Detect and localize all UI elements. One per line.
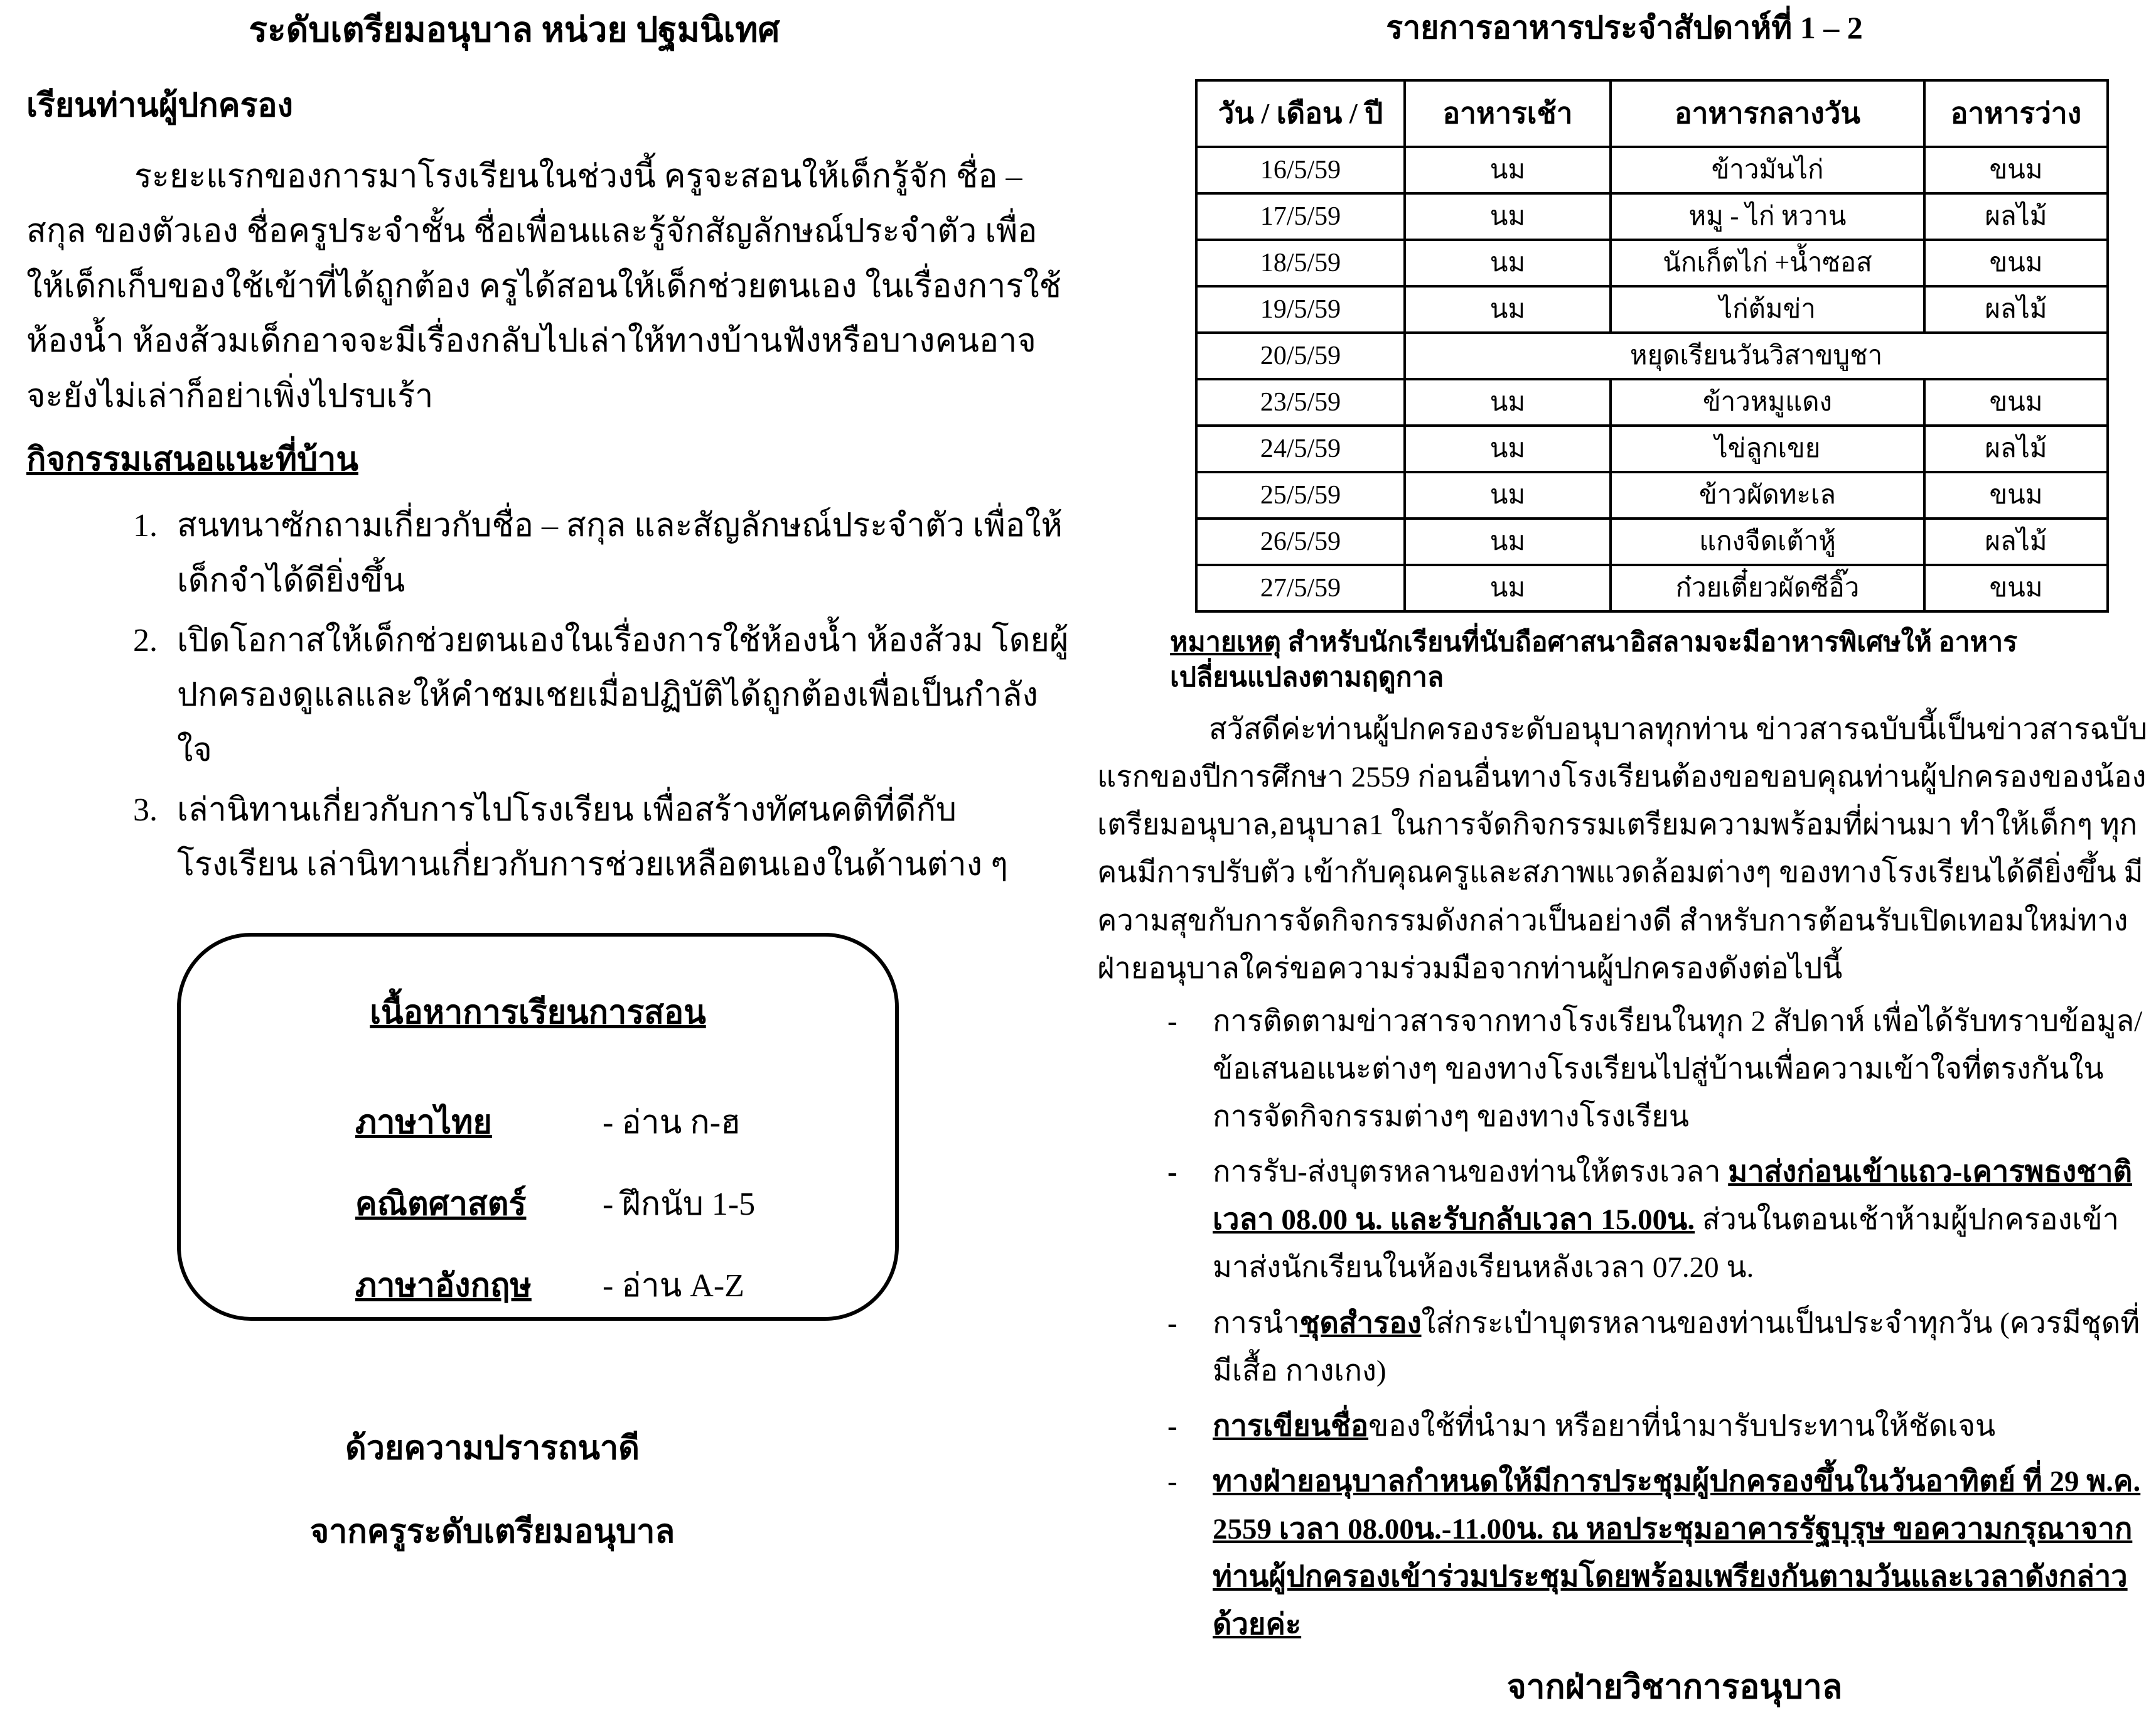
menu-table-body: [1196, 147, 2108, 611]
menu-cell-snack: ผลไม้: [1924, 426, 2108, 472]
menu-cell-snack: ผลไม้: [1924, 519, 2108, 565]
guidelines-list: [1097, 997, 2152, 1649]
menu-header-cell: อาหารว่าง: [1924, 80, 2108, 147]
activity-number: 2.: [133, 622, 158, 659]
guideline-text: [1213, 1410, 1995, 1443]
menu-cell-lunch: หมู - ไก่ หวาน: [1611, 193, 1924, 240]
menu-cell-breakfast: นม: [1405, 193, 1611, 240]
menu-cell-breakfast: นม: [1405, 147, 1611, 193]
menu-cell-lunch: ข้าวหมูแดง: [1611, 379, 1924, 426]
activity-item: [26, 613, 1071, 778]
note-label: หมายเหตุ: [1170, 628, 1281, 658]
menu-cell-snack: ขนม: [1924, 565, 2108, 611]
menu-cell-date: 25/5/59: [1196, 472, 1405, 519]
menu-table: [1195, 79, 2109, 613]
activity-text: สนทนาซักถามเกี่ยวกับชื่อ – สกุล และสัญลักษณ์ประจำตัว เพื่อให้เด็กจำได้ดียิ่งขึ้น: [177, 508, 1063, 599]
subject-name: คณิตศาสตร์: [355, 1186, 527, 1223]
menu-cell-date: 17/5/59: [1196, 193, 1405, 240]
menu-cell-lunch: ข้าวมันไก่: [1611, 147, 1924, 193]
guideline-text: [1213, 1465, 2140, 1641]
subject-detail: - อ่าน A-Z: [603, 1268, 744, 1304]
subject-row: [181, 1095, 895, 1142]
menu-cell-breakfast: นม: [1405, 379, 1611, 426]
menu-row: [1196, 565, 2108, 611]
page-title-left: ระดับเตรียมอนุบาล หน่วย ปฐมนิเทศ: [249, 11, 780, 49]
menu-cell-date: 27/5/59: [1196, 565, 1405, 611]
guideline-segment: การนำ: [1213, 1306, 1300, 1340]
menu-row: [1196, 333, 2108, 379]
guideline-item: [1097, 1299, 2152, 1395]
menu-cell-date: 24/5/59: [1196, 426, 1405, 472]
activity-number: 3.: [133, 792, 158, 829]
activity-item: [26, 498, 1071, 608]
subject-detail: - อ่าน ก-ฮ: [603, 1105, 741, 1141]
menu-row: [1196, 472, 2108, 519]
guideline-segment: ส่วนในตอนเช้าห้ามผู้ปกครองเข้ามาส่งนักเรียนในห้องเรียนหลังเวลา 07.20 น.: [1213, 1203, 2119, 1284]
bullet-marker: -: [1167, 1409, 1177, 1443]
menu-cell-lunch: นักเก็ตไก่ +น้ำซอส: [1611, 240, 1924, 286]
menu-cell-date: 16/5/59: [1196, 147, 1405, 193]
bullet-marker: -: [1167, 1306, 1177, 1340]
learning-content-box: [177, 933, 899, 1321]
activities-list: [26, 498, 1071, 893]
menu-cell-date: 18/5/59: [1196, 240, 1405, 286]
activity-text: เล่านิทานเกี่ยวกับการไปโรงเรียน เพื่อสร้างทัศนคติที่ดีกับโรงเรียน เล่านิทานเกี่ยวกับการช่วยเหลือตนเองในด้านต่าง ๆ: [177, 792, 1008, 883]
menu-header-cell: วัน / เดือน / ปี: [1196, 80, 1405, 147]
subject-row: [181, 1177, 895, 1223]
menu-row: [1196, 519, 2108, 565]
menu-cell-date: 20/5/59: [1196, 333, 1405, 379]
salutation: เรียนท่านผู้ปกครอง: [26, 87, 294, 124]
left-column: [26, 9, 1071, 1560]
guideline-segment: การเขียนชื่อ: [1213, 1409, 1369, 1443]
menu-row: [1196, 379, 2108, 426]
subject-detail: - ฝึกนับ 1-5: [603, 1186, 756, 1223]
guideline-segment: การติดตามข่าวสารจากทางโรงเรียนในทุก 2 สัปดาห์ เพื่อได้รับทราบข้อมูล/ข้อเสนอแนะต่างๆ ของทางโรงเรียนไปสู่บ้านเพื่อความเข้าใจที่ตรงกันในการจัดกิจกรรมต่างๆ ของทางโรงเรียน: [1213, 1004, 2143, 1134]
menu-cell-breakfast: นม: [1405, 286, 1611, 333]
closing-left-line2: จากครูระดับเตรียมอนุบาล: [309, 1514, 675, 1551]
activity-text: เปิดโอกาสให้เด็กช่วยตนเองในเรื่องการใช้ห้องน้ำ ห้องส้วม โดยผู้ปกครองดูแลและให้คำชมเชยเมื่อปฏิบัติได้ถูกต้องเพื่อเป็นกำลังใจ: [177, 622, 1069, 768]
menu-header-row: [1196, 80, 2108, 147]
menu-row: [1196, 286, 2108, 333]
menu-cell-date: 26/5/59: [1196, 519, 1405, 565]
note-text: สำหรับนักเรียนที่นับถือศาสนาอิสลามจะมีอาหารพิเศษให้ อาหารเปลี่ยนแปลงตามฤดูกาล: [1170, 628, 2018, 693]
guideline-item: [1097, 1402, 2152, 1450]
guideline-text: [1213, 1307, 2140, 1387]
guideline-segment: ของใช้ที่นำมา หรือยาที่นำมารับประทานให้ชัดเจน: [1368, 1409, 1996, 1443]
guideline-segment: มาส่งก่อนเข้าแถว-เคารพธงชาติ เวลา 08.00 น. และรับกลับเวลา 15.00น.: [1213, 1156, 2132, 1237]
menu-cell-snack: ขนม: [1924, 147, 2108, 193]
menu-cell-snack: ขนม: [1924, 472, 2108, 519]
bullet-marker: -: [1167, 1465, 1177, 1498]
guideline-item: [1097, 1148, 2152, 1291]
subject-row: [181, 1259, 895, 1305]
menu-cell-merged: หยุดเรียนวันวิสาขบูชา: [1405, 333, 2108, 379]
guideline-text: [1213, 1156, 2132, 1284]
menu-cell-date: 23/5/59: [1196, 379, 1405, 426]
menu-cell-breakfast: นม: [1405, 519, 1611, 565]
guideline-segment: ทางฝ่ายอนุบาลกำหนดให้มีการประชุมผู้ปกครองขึ้นในวันอาทิตย์ ที่ 29 พ.ค. 2559 เวลา 08.00น.-11.00น. ณ หอประชุมอาคารรัฐบุรุษ ขอความกรุณาจากท่านผู้ปกครองเข้าร่วมประชุมโดยพร้อมเพรียงกันตามวันและเวลาดังกล่าวด้วยค่ะ: [1213, 1465, 2141, 1642]
menu-row: [1196, 426, 2108, 472]
guideline-segment: การรับ-ส่งบุตรหลานของท่านให้ตรงเวลา: [1213, 1156, 1729, 1189]
welcome-paragraph: สวัสดีค่ะท่านผู้ปกครองระดับอนุบาลทุกท่าน ข่าวสารฉบับนี้เป็นข่าวสารฉบับแรกของปีการศึกษา 2559 ก่อนอื่นทางโรงเรียนต้องขอขอบคุณท่านผู้ปกครองของน้องเตรียมอนุบาล,อนุบาล1 ในการจัดกิจกรรมเตรียมความพร้อมที่ผ่านมา ทำให้เด็กๆ ทุกคนมีการปรับตัว เข้ากับคุณครูและสภาพแวดล้อมต่างๆ ของทางโรงเรียนได้ดียิ่งขึ้น มีความสุขกับการจัดกิจกรรมดังกล่าวเป็นอย่างดี สำหรับการต้อนรับเปิดเทอมใหม่ทางฝ่ายอนุบาลใคร่ขอความร่วมมือจากท่านผู้ปกครองดังต่อไปนี้: [1097, 713, 2148, 985]
menu-header-cell: อาหารกลางวัน: [1611, 80, 1924, 147]
intro-paragraph: ระยะแรกของการมาโรงเรียนในช่วงนี้ ครูจะสอนให้เด็กรู้จัก ชื่อ – สกุล ของตัวเอง ชื่อครูประจำชั้น ชื่อเพื่อนและรู้จักสัญลักษณ์ประจำตัว เพื่อให้เด็กเก็บของใช้เข้าที่ได้ถูกต้อง ครูได้สอนให้เด็กช่วยตนเอง ในเรื่องการใช้ห้องน้ำ ห้องส้วมเด็กอาจจะมีเรื่องกลับไปเล่าให้ทางบ้านฟังหรือบางคนอาจจะยังไม่เล่าก็อย่าเพิ่งไปรบเร้า: [26, 159, 1061, 414]
menu-cell-snack: ผลไม้: [1924, 193, 2108, 240]
menu-cell-lunch: ก๋วยเตี๋ยวผัดซีอิ๊ว: [1611, 565, 1924, 611]
activities-heading: กิจกรรมเสนอแนะที่บ้าน: [26, 441, 358, 478]
guideline-segment: ใส่กระเป๋าบุตรหลานของท่านเป็นประจำทุกวัน (ควรมีชุดที่มีเสื้อ กางเกง): [1213, 1306, 2140, 1387]
menu-row: [1196, 240, 2108, 286]
menu-cell-lunch: ไก่ต้มข่า: [1611, 286, 1924, 333]
menu-cell-lunch: ข้าวผัดทะเล: [1611, 472, 1924, 519]
guideline-text: [1213, 1005, 2142, 1133]
guideline-item: [1097, 1458, 2152, 1649]
subjects-list: [181, 1095, 895, 1305]
bullet-marker: -: [1167, 1004, 1177, 1038]
menu-row: [1196, 147, 2108, 193]
menu-header-cell: อาหารเช้า: [1405, 80, 1611, 147]
menu-row: [1196, 193, 2108, 240]
subject-name: ภาษาไทย: [355, 1105, 492, 1141]
menu-cell-snack: ขนม: [1924, 379, 2108, 426]
closing-right: จากฝ่ายวิชาการอนุบาล: [1506, 1669, 1843, 1706]
subject-name: ภาษาอังกฤษ: [355, 1268, 532, 1304]
guideline-segment: ชุดสำรอง: [1299, 1306, 1422, 1340]
menu-cell-lunch: ไข่ลูกเขย: [1611, 426, 1924, 472]
guideline-item: [1097, 997, 2152, 1141]
menu-note: [1170, 625, 2152, 696]
right-column: [1097, 9, 2152, 1715]
menu-cell-lunch: แกงจืดเต้าหู้: [1611, 519, 1924, 565]
menu-cell-snack: ผลไม้: [1924, 286, 2108, 333]
activity-item: [26, 783, 1071, 893]
bullet-marker: -: [1167, 1156, 1177, 1189]
menu-cell-date: 19/5/59: [1196, 286, 1405, 333]
menu-cell-breakfast: นม: [1405, 240, 1611, 286]
menu-cell-snack: ขนม: [1924, 240, 2108, 286]
closing-left-line1: ด้วยความปรารถนาดี: [345, 1430, 640, 1466]
menu-cell-breakfast: นม: [1405, 565, 1611, 611]
box-title: เนื้อหาการเรียนการสอน: [370, 994, 706, 1031]
page-title-right: รายการอาหารประจำสัปดาห์ที่ 1 – 2: [1386, 10, 1863, 45]
activity-number: 1.: [133, 508, 158, 544]
menu-cell-breakfast: นม: [1405, 472, 1611, 519]
menu-cell-breakfast: นม: [1405, 426, 1611, 472]
